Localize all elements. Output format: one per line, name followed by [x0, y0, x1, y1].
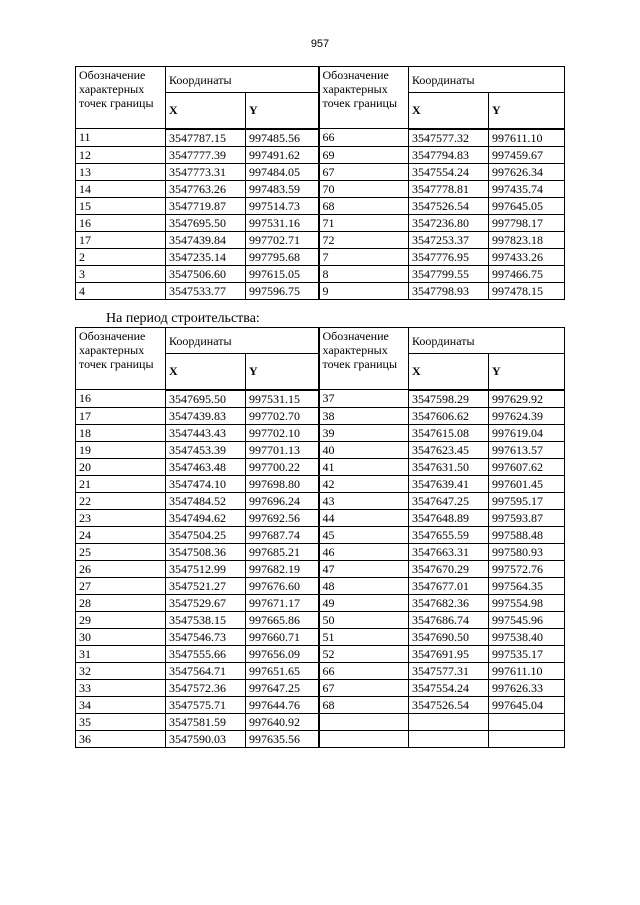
point-id-cell: 51: [319, 628, 409, 645]
point-id-cell: 20: [76, 458, 166, 475]
x-cell: 3547763.26: [166, 180, 246, 197]
x-cell: 3547521.27: [166, 577, 246, 594]
table-row: [76, 407, 565, 424]
x-cell: 3547691.95: [409, 645, 489, 662]
x-cell: 3547494.62: [166, 509, 246, 526]
point-id-cell: 34: [76, 696, 166, 713]
x-cell: 3547463.48: [166, 458, 246, 475]
point-id-cell: 9: [319, 282, 409, 299]
x-cell: 3547236.80: [409, 214, 489, 231]
y-cell: 997554.98: [489, 594, 565, 611]
x-cell: 3547529.67: [166, 594, 246, 611]
header-x: X: [166, 93, 246, 129]
y-cell: 997685.21: [246, 543, 319, 560]
x-cell: 3547453.39: [166, 441, 246, 458]
coordinates-table-operation: [75, 66, 565, 300]
y-cell: 997624.39: [489, 407, 565, 424]
table-row: [76, 248, 565, 265]
point-id-cell: 17: [76, 407, 166, 424]
y-cell: [489, 730, 565, 747]
y-cell: 997671.17: [246, 594, 319, 611]
x-cell: 3547508.36: [166, 543, 246, 560]
point-id-cell: 25: [76, 543, 166, 560]
header-y: Y: [246, 93, 319, 129]
point-id-cell: 45: [319, 526, 409, 543]
point-id-cell: 66: [319, 662, 409, 679]
point-id-cell: [319, 713, 409, 730]
y-cell: 997611.10: [489, 129, 565, 147]
point-id-cell: 21: [76, 475, 166, 492]
page-number: 957: [310, 38, 330, 50]
header-coordinates: Координаты: [409, 67, 565, 93]
point-id-cell: 22: [76, 492, 166, 509]
point-id-cell: 17: [76, 231, 166, 248]
x-cell: 3547533.77: [166, 282, 246, 299]
y-cell: 997795.68: [246, 248, 319, 265]
point-id-cell: 26: [76, 560, 166, 577]
y-cell: 997660.71: [246, 628, 319, 645]
y-cell: 997435.74: [489, 180, 565, 197]
header-designation: Обозначение характерных точек границы: [76, 328, 166, 390]
y-cell: 997698.80: [246, 475, 319, 492]
point-id-cell: 40: [319, 441, 409, 458]
y-cell: 997702.70: [246, 407, 319, 424]
x-cell: 3547777.39: [166, 146, 246, 163]
x-cell: 3547512.99: [166, 560, 246, 577]
table-row: [76, 492, 565, 509]
table-row: [76, 146, 565, 163]
y-cell: 997665.86: [246, 611, 319, 628]
table-row: [76, 645, 565, 662]
x-cell: 3547648.89: [409, 509, 489, 526]
x-cell: 3547695.50: [166, 214, 246, 231]
table-row: [76, 594, 565, 611]
x-cell: 3547798.93: [409, 282, 489, 299]
y-cell: 997564.35: [489, 577, 565, 594]
point-id-cell: 8: [319, 265, 409, 282]
y-cell: 997640.92: [246, 713, 319, 730]
table-row: [76, 214, 565, 231]
x-cell: 3547439.83: [166, 407, 246, 424]
point-id-cell: 48: [319, 577, 409, 594]
y-cell: 997645.05: [489, 197, 565, 214]
y-cell: 997644.76: [246, 696, 319, 713]
point-id-cell: 69: [319, 146, 409, 163]
x-cell: 3547443.43: [166, 424, 246, 441]
y-cell: 997647.25: [246, 679, 319, 696]
table-row: [76, 180, 565, 197]
table-row: [76, 611, 565, 628]
y-cell: 997823.18: [489, 231, 565, 248]
header-x: X: [166, 354, 246, 390]
y-cell: 997588.48: [489, 526, 565, 543]
point-id-cell: 43: [319, 492, 409, 509]
point-id-cell: 67: [319, 163, 409, 180]
y-cell: 997595.17: [489, 492, 565, 509]
y-cell: [489, 713, 565, 730]
x-cell: 3547719.87: [166, 197, 246, 214]
y-cell: 997478.15: [489, 282, 565, 299]
header-designation: Обозначение характерных точек границы: [76, 67, 166, 129]
point-id-cell: 2: [76, 248, 166, 265]
x-cell: 3547606.62: [409, 407, 489, 424]
x-cell: 3547577.32: [409, 129, 489, 147]
x-cell: 3547526.54: [409, 197, 489, 214]
table-row: [76, 628, 565, 645]
table-row: [76, 265, 565, 282]
y-cell: 997619.04: [489, 424, 565, 441]
table-row: [76, 713, 565, 730]
x-cell: 3547484.52: [166, 492, 246, 509]
y-cell: 997613.57: [489, 441, 565, 458]
x-cell: 3547690.50: [409, 628, 489, 645]
x-cell: 3547787.15: [166, 129, 246, 147]
x-cell: 3547647.25: [409, 492, 489, 509]
point-id-cell: 46: [319, 543, 409, 560]
y-cell: 997696.24: [246, 492, 319, 509]
y-cell: 997545.96: [489, 611, 565, 628]
x-cell: 3547776.95: [409, 248, 489, 265]
x-cell: 3547695.50: [166, 390, 246, 408]
header-y: Y: [246, 354, 319, 390]
x-cell: 3547773.31: [166, 163, 246, 180]
coordinates-table-construction: [75, 327, 565, 748]
point-id-cell: 12: [76, 146, 166, 163]
point-id-cell: 7: [319, 248, 409, 265]
x-cell: 3547655.59: [409, 526, 489, 543]
point-id-cell: 23: [76, 509, 166, 526]
x-cell: 3547686.74: [409, 611, 489, 628]
x-cell: 3547799.55: [409, 265, 489, 282]
point-id-cell: 35: [76, 713, 166, 730]
y-cell: 997700.22: [246, 458, 319, 475]
point-id-cell: 13: [76, 163, 166, 180]
y-cell: 997535.17: [489, 645, 565, 662]
table-row: [76, 730, 565, 747]
y-cell: 997485.56: [246, 129, 319, 147]
point-id-cell: 41: [319, 458, 409, 475]
table-row: [76, 458, 565, 475]
point-id-cell: 42: [319, 475, 409, 492]
point-id-cell: 15: [76, 197, 166, 214]
x-cell: 3547639.41: [409, 475, 489, 492]
point-id-cell: 66: [319, 129, 409, 147]
y-cell: 997611.10: [489, 662, 565, 679]
point-id-cell: 68: [319, 197, 409, 214]
header-designation: Обозначение характерных точек границы: [319, 67, 409, 129]
y-cell: 997596.75: [246, 282, 319, 299]
y-cell: 997531.15: [246, 390, 319, 408]
point-id-cell: 50: [319, 611, 409, 628]
table-row: [76, 662, 565, 679]
x-cell: 3547546.73: [166, 628, 246, 645]
point-id-cell: 71: [319, 214, 409, 231]
y-cell: 997692.56: [246, 509, 319, 526]
y-cell: 997702.71: [246, 231, 319, 248]
y-cell: 997593.87: [489, 509, 565, 526]
x-cell: 3547538.15: [166, 611, 246, 628]
y-cell: 997483.59: [246, 180, 319, 197]
section-heading: На период строительства:: [106, 311, 260, 326]
y-cell: 997615.05: [246, 265, 319, 282]
y-cell: 997656.09: [246, 645, 319, 662]
x-cell: 3547631.50: [409, 458, 489, 475]
table-row: [76, 441, 565, 458]
table-row: [76, 560, 565, 577]
x-cell: 3547554.24: [409, 679, 489, 696]
header-coordinates: Координаты: [409, 328, 565, 354]
x-cell: 3547554.24: [409, 163, 489, 180]
point-id-cell: 28: [76, 594, 166, 611]
point-id-cell: 33: [76, 679, 166, 696]
x-cell: 3547439.84: [166, 231, 246, 248]
point-id-cell: 38: [319, 407, 409, 424]
y-cell: 997601.45: [489, 475, 565, 492]
y-cell: 997635.56: [246, 730, 319, 747]
x-cell: 3547663.31: [409, 543, 489, 560]
point-id-cell: 14: [76, 180, 166, 197]
header-x: X: [409, 93, 489, 129]
point-id-cell: 11: [76, 129, 166, 147]
table-row: [76, 282, 565, 299]
table-row: [76, 696, 565, 713]
x-cell: 3547598.29: [409, 390, 489, 408]
x-cell: 3547575.71: [166, 696, 246, 713]
table-row: [76, 390, 565, 408]
y-cell: 997531.16: [246, 214, 319, 231]
y-cell: 997701.13: [246, 441, 319, 458]
x-cell: 3547474.10: [166, 475, 246, 492]
y-cell: 997572.76: [489, 560, 565, 577]
y-cell: 997491.62: [246, 146, 319, 163]
y-cell: 997433.26: [489, 248, 565, 265]
point-id-cell: 39: [319, 424, 409, 441]
table-row: [76, 679, 565, 696]
y-cell: 997687.74: [246, 526, 319, 543]
table-row: [76, 526, 565, 543]
y-cell: 997702.10: [246, 424, 319, 441]
x-cell: 3547253.37: [409, 231, 489, 248]
y-cell: 997682.19: [246, 560, 319, 577]
y-cell: 997645.04: [489, 696, 565, 713]
y-cell: 997459.67: [489, 146, 565, 163]
x-cell: 3547526.54: [409, 696, 489, 713]
point-id-cell: 32: [76, 662, 166, 679]
table-row: [76, 163, 565, 180]
table-row: [76, 543, 565, 560]
header-y: Y: [489, 354, 565, 390]
point-id-cell: 37: [319, 390, 409, 408]
header-coordinates: Координаты: [166, 67, 319, 93]
point-id-cell: 67: [319, 679, 409, 696]
point-id-cell: 3: [76, 265, 166, 282]
x-cell: 3547504.25: [166, 526, 246, 543]
point-id-cell: 27: [76, 577, 166, 594]
point-id-cell: 30: [76, 628, 166, 645]
point-id-cell: 70: [319, 180, 409, 197]
point-id-cell: 47: [319, 560, 409, 577]
point-id-cell: 49: [319, 594, 409, 611]
y-cell: 997629.92: [489, 390, 565, 408]
header-x: X: [409, 354, 489, 390]
x-cell: 3547577.31: [409, 662, 489, 679]
x-cell: [409, 730, 489, 747]
x-cell: 3547778.81: [409, 180, 489, 197]
point-id-cell: 16: [76, 390, 166, 408]
point-id-cell: 44: [319, 509, 409, 526]
point-id-cell: 24: [76, 526, 166, 543]
table-row: [76, 509, 565, 526]
table-row: [76, 475, 565, 492]
y-cell: 997607.62: [489, 458, 565, 475]
x-cell: 3547682.36: [409, 594, 489, 611]
point-id-cell: 29: [76, 611, 166, 628]
point-id-cell: 52: [319, 645, 409, 662]
point-id-cell: 68: [319, 696, 409, 713]
x-cell: 3547564.71: [166, 662, 246, 679]
point-id-cell: 18: [76, 424, 166, 441]
y-cell: 997798.17: [489, 214, 565, 231]
x-cell: 3547572.36: [166, 679, 246, 696]
y-cell: 997514.73: [246, 197, 319, 214]
x-cell: 3547677.01: [409, 577, 489, 594]
point-id-cell: 31: [76, 645, 166, 662]
y-cell: 997626.33: [489, 679, 565, 696]
table-row: [76, 231, 565, 248]
table-row: [76, 197, 565, 214]
y-cell: 997580.93: [489, 543, 565, 560]
x-cell: 3547623.45: [409, 441, 489, 458]
y-cell: 997676.60: [246, 577, 319, 594]
y-cell: 997651.65: [246, 662, 319, 679]
point-id-cell: 4: [76, 282, 166, 299]
x-cell: 3547615.08: [409, 424, 489, 441]
point-id-cell: [319, 730, 409, 747]
x-cell: 3547235.14: [166, 248, 246, 265]
x-cell: 3547506.60: [166, 265, 246, 282]
table-row: [76, 129, 565, 147]
x-cell: 3547670.29: [409, 560, 489, 577]
x-cell: 3547590.03: [166, 730, 246, 747]
x-cell: 3547794.83: [409, 146, 489, 163]
x-cell: 3547581.59: [166, 713, 246, 730]
table-row: [76, 424, 565, 441]
y-cell: 997466.75: [489, 265, 565, 282]
x-cell: [409, 713, 489, 730]
point-id-cell: 16: [76, 214, 166, 231]
y-cell: 997484.05: [246, 163, 319, 180]
x-cell: 3547555.66: [166, 645, 246, 662]
y-cell: 997538.40: [489, 628, 565, 645]
point-id-cell: 36: [76, 730, 166, 747]
point-id-cell: 19: [76, 441, 166, 458]
table-row: [76, 577, 565, 594]
header-coordinates: Координаты: [166, 328, 319, 354]
header-designation: Обозначение характерных точек границы: [319, 328, 409, 390]
header-y: Y: [489, 93, 565, 129]
point-id-cell: 72: [319, 231, 409, 248]
y-cell: 997626.34: [489, 163, 565, 180]
